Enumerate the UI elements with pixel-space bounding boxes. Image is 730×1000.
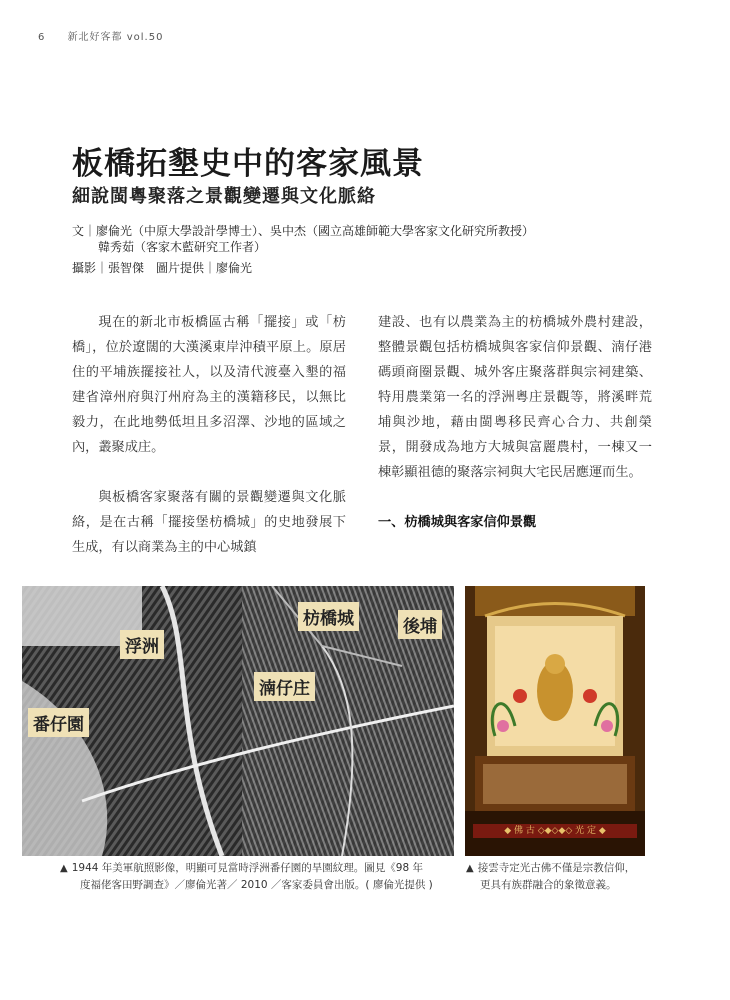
aerial-photo [22, 586, 454, 856]
temple-photo [465, 586, 645, 856]
map-label-fuzhou: 浮洲 [120, 630, 164, 659]
body-column-right [378, 310, 652, 535]
map-label-nanzai: 湳仔庄 [254, 672, 315, 701]
caption-aerial-line2: 度福佬客田野調查》／廖倫光著／ 2010 ／客家委員會出版。( 廖倫光提供 ) [80, 879, 433, 891]
magazine-issue: 新北好客都 vol.50 [67, 32, 164, 43]
article-title: 板橋拓墾史中的客家風景 [72, 146, 424, 182]
caption-marker-icon: ▲ [466, 863, 474, 874]
section-heading: 一、枋橋城與客家信仰景觀 [378, 515, 537, 530]
caption-temple [466, 860, 635, 893]
caption-temple-line1: 接雲寺定光古佛不僅是宗教信仰， [477, 862, 636, 874]
map-label-fanzai: 番仔園 [28, 708, 89, 737]
paragraph-2: 與板橋客家聚落有關的景觀變遷與文化脈絡，是在古稱「擺接堡枋橋城」的史地發展下生成，有以商業為主的中心城鎮 [72, 490, 346, 555]
caption-temple-line2: 更具有族群融合的象徵意義。 [480, 879, 617, 891]
page-number: 6 [38, 32, 46, 43]
map-label-houpu: 後埔 [398, 610, 442, 639]
byline-author-line2: 韓秀茹（客家木藍研究工作者） [98, 240, 267, 254]
body-column-left [72, 310, 346, 585]
caption-aerial-line1: 1944 年美軍航照影像，明顯可見當時浮洲番仔園的旱園紋理。圖見《98 年 [71, 862, 423, 874]
paragraph-1: 現在的新北市板橋區古稱「擺接」或「枋橋」，位於遼闊的大漢溪東岸沖積平原上。原居住的平埔族擺接社人，以及清代渡臺入墾的福建省漳州府與汀州府為主的漢籍移民，以無比毅力，在此地勢低坦且多沼澤、沙地的區域之內，叢聚成庄。 [72, 315, 346, 455]
temple-plaque-text: ◆ 佛 古 ◇◆◇◆◇ 光 定 ◆ [504, 826, 606, 836]
running-header [38, 28, 163, 43]
article-subtitle: 細說閩粵聚落之景觀變遷與文化脈絡 [72, 186, 376, 207]
byline-author-line1: 文｜廖倫光（中原大學設計學博士）、吳中杰（國立高雄師範大學客家文化研究所教授） [72, 224, 535, 238]
temple-altar-illustration [465, 586, 645, 856]
caption-marker-icon: ▲ [60, 863, 68, 874]
caption-aerial [60, 860, 433, 893]
map-label-fangqiao: 枋橋城 [298, 602, 359, 631]
paragraph-3: 建設、也有以農業為主的枋橋城外農村建設，整體景觀包括枋橋城與客家信仰景觀、湳仔港碼頭商圈景觀、城外客庄聚落群與宗祠建築、特用農業第一名的浮洲粵庄景觀等，將溪畔荒埔與沙地，藉由閩粵移民齊心合力、共創榮景，開發成為地方大城與富麗農村，一棟又一棟彰顯祖德的聚落宗祠與大宅民居應運而生。 [378, 315, 652, 480]
byline-photo: 攝影｜張智傑 圖片提供｜廖倫光 [72, 261, 253, 275]
